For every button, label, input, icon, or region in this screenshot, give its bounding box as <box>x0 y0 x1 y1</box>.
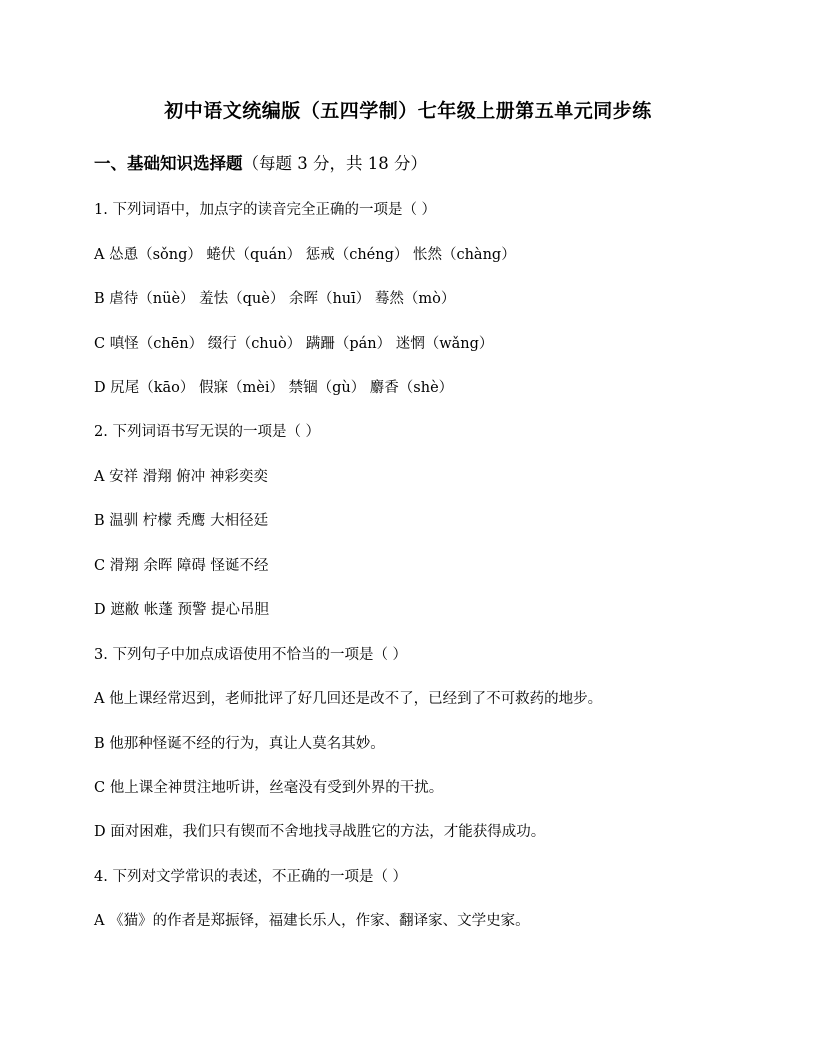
question-1-stem: 1. 下列词语中，加点字的读音完全正确的一项是（ ） <box>94 202 437 218</box>
question-2-option-a: A 安祥 滑翔 俯冲 神彩奕奕 <box>94 469 268 485</box>
question-2-option-c: C 滑翔 余晖 障碍 怪诞不经 <box>94 558 269 574</box>
question-4-stem: 4. 下列对文学常识的表述，不正确的一项是（ ） <box>94 869 408 885</box>
question-3-option-c: C 他上课全神贯注地听讲，丝毫没有受到外界的干扰。 <box>94 780 444 796</box>
question-1-option-d: D 尻尾（kāo） 假寐（mèi） 禁锢（gù） 麝香（shè） <box>94 380 454 396</box>
question-3-stem: 3. 下列句子中加点成语使用不恰当的一项是（ ） <box>94 647 408 663</box>
question-1-option-c: C 嗔怪（chēn） 缀行（chuò） 蹒跚（pán） 迷惘（wǎng） <box>94 336 494 352</box>
question-2-option-b: B 温驯 柠檬 秃鹰 大相径廷 <box>94 513 269 529</box>
question-1-option-b: B 虐待（nüè） 羞怯（què） 余晖（huī） 蓦然（mò） <box>94 291 456 307</box>
section-heading-note: （每题 3 分，共 18 分） <box>242 154 427 173</box>
question-3-option-a: A 他上课经常迟到，老师批评了好几回还是改不了，已经到了不可救药的地步。 <box>94 691 603 707</box>
page-title: 初中语文统编版（五四学制）七年级上册第五单元同步练 <box>164 100 652 122</box>
question-4-option-a: A 《猫》的作者是郑振铎，福建长乐人，作家、翻译家、文学史家。 <box>94 913 530 929</box>
question-1-option-a: A 怂恿（sǒng） 蜷伏（quán） 惩戒（chéng） 怅然（chàng） <box>94 247 516 263</box>
section-heading <box>94 150 427 174</box>
question-2-option-d: D 遮敝 帐蓬 预警 提心吊胆 <box>94 602 270 618</box>
section-heading-text: 一、基础知识选择题 <box>94 154 243 173</box>
question-2-stem: 2. 下列词语书写无误的一项是（ ） <box>94 424 321 440</box>
question-3-option-d: D 面对困难，我们只有锲而不舍地找寻战胜它的方法，才能获得成功。 <box>94 824 546 840</box>
question-3-option-b: B 他那种怪诞不经的行为，真让人莫名其妙。 <box>94 736 385 752</box>
